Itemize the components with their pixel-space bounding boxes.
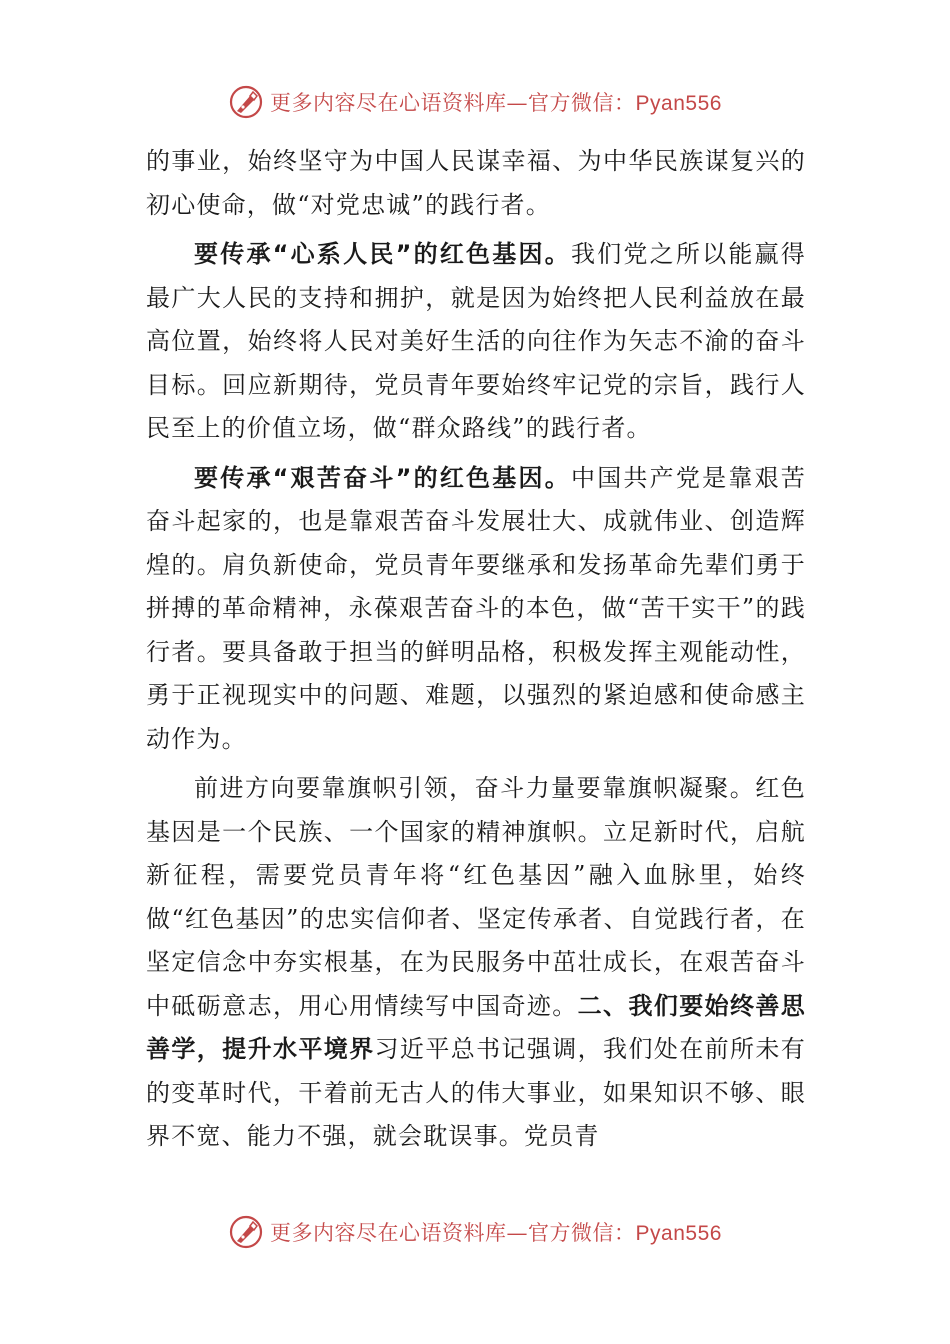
paragraph-people: 要传承“心系人民”的红色基因。我们党之所以能赢得最广大人民的支持和拥护，就是因为始终把人民利益放在最高位置，始终将人民对美好生活的向往作为矢志不渝的奋斗目标。回应新期待，党员青年要始终牢记党的宗旨，践行人民至上的价值立场，做“群众路线”的践行者。	[146, 240, 806, 442]
paragraph-heading: 要传承“艰苦奋斗”的红色基因。	[194, 463, 571, 492]
section-heading: 二、我们要始终善思善学，提升水平境界	[146, 991, 806, 1063]
paragraph-hard-work: 要传承“艰苦奋斗”的红色基因。中国共产党是靠艰苦奋斗起家的，也是靠艰苦奋斗发展壮大、成就伟业、创造辉煌的。肩负新使命，党员青年要继承和发扬革命先辈们勇于拼搏的革命精神，永葆艰苦奋斗的本色，做“苦干实干”的践行者。要具备敢于担当的鲜明品格，积极发挥主观能动性，勇于正视现实中的问题、难题，以强烈的紧迫感和使命感主动作为。	[146, 463, 806, 753]
pen-nib-logo-icon	[228, 84, 264, 120]
watermark-banner-bottom	[0, 1210, 950, 1254]
paragraph-continuation: 的事业，始终坚守为中国人民谋幸福、为中华民族谋复兴的初心使命，做“对党忠诚”的践行者。	[146, 147, 806, 219]
watermark-text: 更多内容尽在心语资料库—官方微信：Pyan556	[270, 1221, 722, 1245]
paragraph-banner: 前进方向要靠旗帜引领，奋斗力量要靠旗帜凝聚。红色基因是一个民族、一个国家的精神旗帜。立足新时代，启航新征程，需要党员青年将“红色基因”融入血脉里，始终做“红色基因”的忠实信仰者、坚定传承者、自觉践行者，在坚定信念中夯实根基，在为民服务中茁壮成长，在艰苦奋斗中砥砺意志，用心用情续写中国奇迹。二、我们要始终善思善学，提升水平境界习近平总书记强调，我们处在前所未有的变革时代，干着前无古人的伟大事业，如果知识不够、眼界不宽、能力不强，就会耽误事。党员青	[146, 774, 806, 1150]
watermark-text: 更多内容尽在心语资料库—官方微信：Pyan556	[270, 91, 722, 115]
paragraph-heading: 要传承“心系人民”的红色基因。	[194, 240, 571, 268]
pen-nib-logo-icon	[228, 1214, 264, 1250]
document-body	[146, 140, 806, 1165]
watermark-banner-top	[0, 80, 950, 124]
